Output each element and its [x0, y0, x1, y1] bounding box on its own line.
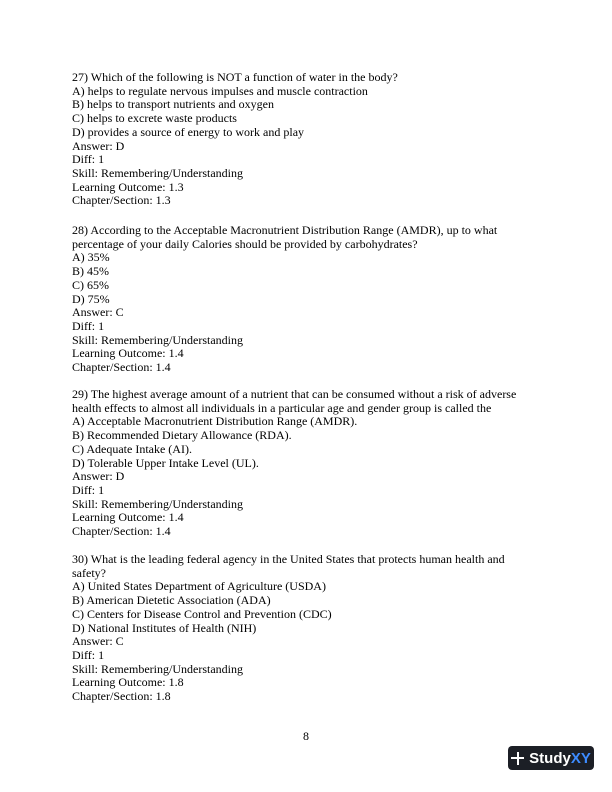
- chapter-section: Chapter/Section: 1.4: [72, 360, 171, 375]
- option-d: D) Tolerable Upper Intake Level (UL).: [72, 455, 259, 470]
- option-c: C) helps to excrete waste products: [72, 111, 237, 126]
- chapter-section: Chapter/Section: 1.3: [72, 193, 171, 208]
- chapter-section: Chapter/Section: 1.4: [72, 524, 171, 539]
- studyxy-badge[interactable]: [508, 746, 594, 770]
- difficulty: Diff: 1: [72, 647, 105, 662]
- page-number: 8: [303, 729, 309, 743]
- option-c: C) 65%: [72, 277, 109, 292]
- question-stem: safety?: [72, 565, 106, 580]
- question-27: [72, 71, 542, 208]
- question-30: [72, 553, 542, 704]
- option-b: B) Recommended Dietary Allowance (RDA).: [72, 428, 292, 443]
- answer: Answer: D: [72, 469, 125, 484]
- option-c: C) Centers for Disease Control and Prevention (CDC): [72, 606, 332, 621]
- question-stem: health effects to almost all individuals in a particular age and gender group is called the: [72, 400, 492, 415]
- difficulty: Diff: 1: [72, 482, 105, 497]
- learning-outcome: Learning Outcome: 1.8: [72, 675, 184, 690]
- option-b: B) American Dietetic Association (ADA): [72, 593, 271, 608]
- difficulty: Diff: 1: [72, 152, 105, 167]
- skill: Skill: Remembering/Understanding: [72, 332, 243, 347]
- option-d: D) 75%: [72, 291, 110, 306]
- brand-name: [529, 750, 591, 767]
- plus-icon: [511, 752, 524, 765]
- option-a: A) United States Department of Agriculture (USDA): [72, 579, 326, 594]
- option-a: A) Acceptable Macronutrient Distribution Range (AMDR).: [72, 414, 358, 429]
- option-b: B) 45%: [72, 264, 109, 279]
- question-stem: 30) What is the leading federal agency in the United States that protects human health and: [72, 552, 505, 566]
- question-28: [72, 224, 542, 375]
- skill: Skill: Remembering/Understanding: [72, 661, 243, 676]
- question-29: [72, 388, 542, 539]
- option-c: C) Adequate Intake (AI).: [72, 441, 192, 456]
- brand-name-main: Study: [529, 749, 571, 767]
- option-d: D) provides a source of energy to work and play: [72, 124, 305, 139]
- question-stem: 28) According to the Acceptable Macronutrient Distribution Range (AMDR), up to what: [72, 223, 498, 237]
- learning-outcome: Learning Outcome: 1.3: [72, 179, 184, 194]
- option-a: A) 35%: [72, 250, 110, 265]
- learning-outcome: Learning Outcome: 1.4: [72, 346, 184, 361]
- brand-name-accent: XY: [570, 749, 591, 767]
- difficulty: Diff: 1: [72, 318, 105, 333]
- answer: Answer: C: [72, 305, 124, 320]
- answer: Answer: C: [72, 634, 124, 649]
- question-stem: 29) The highest average amount of a nutrient that can be consumed without a risk of adverse: [72, 387, 517, 401]
- option-a: A) helps to regulate nervous impulses and muscle contraction: [72, 83, 368, 98]
- skill: Skill: Remembering/Understanding: [72, 165, 243, 180]
- chapter-section: Chapter/Section: 1.8: [72, 689, 171, 704]
- question-stem: percentage of your daily Calories should be provided by carbohydrates?: [72, 236, 418, 251]
- skill: Skill: Remembering/Understanding: [72, 496, 243, 511]
- option-b: B) helps to transport nutrients and oxygen: [72, 97, 274, 112]
- learning-outcome: Learning Outcome: 1.4: [72, 510, 184, 525]
- question-stem: 27) Which of the following is NOT a function of water in the body?: [72, 70, 398, 84]
- answer: Answer: D: [72, 138, 125, 153]
- option-d: D) National Institutes of Health (NIH): [72, 620, 257, 635]
